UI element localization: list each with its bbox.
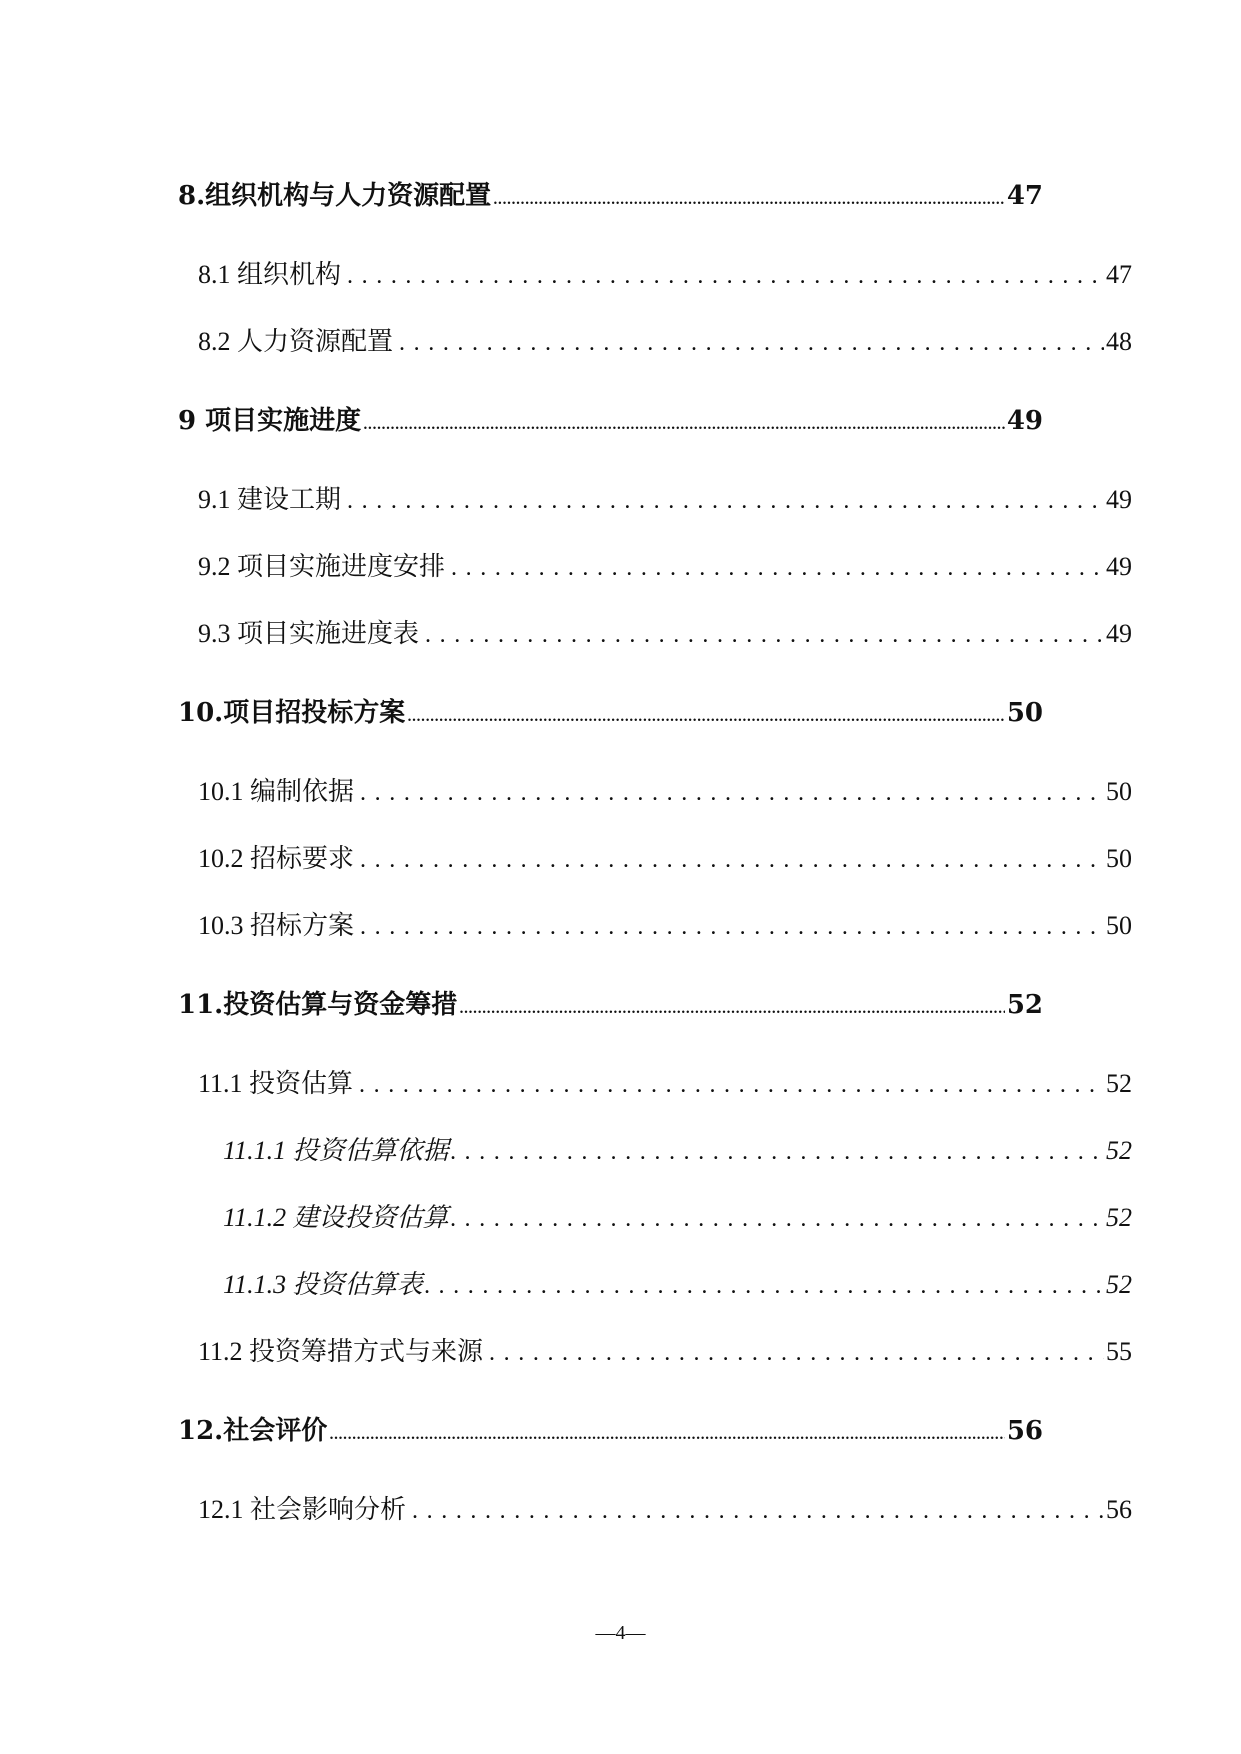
toc-entry-page: 56 — [1006, 1416, 1043, 1446]
dot-leader — [412, 1498, 1104, 1525]
toc-entry-page: 52 — [1106, 1069, 1132, 1098]
toc-entry-page: 55 — [1106, 1337, 1132, 1366]
toc-entry[interactable] — [198, 613, 1132, 650]
dot-leader — [360, 780, 1104, 807]
toc-entry[interactable] — [198, 254, 1132, 291]
toc-entry-page: 52 — [1106, 1203, 1132, 1232]
toc-entry-page: 47 — [1106, 260, 1132, 289]
toc-entry[interactable] — [198, 546, 1132, 583]
toc-entry-page: 47 — [1006, 181, 1043, 211]
toc-entry[interactable] — [223, 1264, 1132, 1301]
toc-entry[interactable] — [198, 838, 1132, 875]
toc-entry-page: 50 — [1106, 911, 1132, 940]
toc-entry-title: 11.1.1 投资估算依据 — [223, 1136, 449, 1165]
toc-entry-title: 11.1 投资估算 — [198, 1069, 354, 1098]
toc-entry-title: 8.2 人力资源配置 — [198, 327, 394, 356]
dot-leader — [329, 1428, 1005, 1443]
dot-leader — [425, 1273, 1104, 1300]
toc-entry-title: 10.3 招标方案 — [198, 911, 355, 940]
dot-leader — [489, 1340, 1104, 1367]
dot-leader — [363, 418, 1005, 433]
toc-entry-page: 50 — [1106, 777, 1132, 806]
toc-entry-title: 9.1 建设工期 — [198, 485, 342, 514]
toc-entry-title: 11.1.2 建设投资估算 — [223, 1203, 449, 1232]
toc-entry-page: 49 — [1006, 406, 1043, 436]
dot-leader — [399, 330, 1104, 357]
dot-leader — [360, 847, 1104, 874]
toc-entry[interactable] — [223, 1197, 1132, 1234]
dot-leader — [347, 263, 1104, 290]
toc-entry[interactable] — [198, 1331, 1132, 1368]
toc-entry-title: 12.社会评价 — [178, 1416, 328, 1446]
toc-entry-page: 56 — [1106, 1495, 1132, 1524]
toc-entry-page: 49 — [1106, 552, 1132, 581]
toc-entry[interactable] — [198, 479, 1132, 516]
dot-leader — [459, 1002, 1005, 1017]
toc-entry[interactable] — [198, 905, 1132, 942]
page-number: —4— — [595, 1622, 646, 1644]
toc-entry-page: 50 — [1006, 698, 1043, 728]
toc-entry-page: 52 — [1106, 1136, 1132, 1165]
toc-entry[interactable] — [178, 1410, 1043, 1447]
dot-leader — [451, 1139, 1104, 1166]
toc-entry[interactable] — [178, 175, 1043, 212]
toc-entry-title: 11.1.3 投资估算表 — [223, 1270, 423, 1299]
toc-entry-title: 8.组织机构与人力资源配置 — [178, 181, 492, 211]
dot-leader — [359, 1072, 1104, 1099]
toc-entry-page: 52 — [1006, 990, 1043, 1020]
dot-leader — [360, 914, 1104, 941]
dot-leader — [347, 488, 1104, 515]
dot-leader — [451, 1206, 1104, 1233]
toc-entry[interactable] — [198, 771, 1132, 808]
toc-entry-title: 9.3 项目实施进度表 — [198, 619, 420, 648]
toc-entry-page: 48 — [1106, 327, 1132, 356]
toc-entry-page: 49 — [1106, 485, 1132, 514]
toc-entry-page: 49 — [1106, 619, 1132, 648]
dot-leader — [493, 193, 1005, 208]
toc-entry-title: 10.项目招投标方案 — [178, 698, 406, 728]
toc-entry[interactable] — [178, 692, 1043, 729]
toc-entry[interactable] — [223, 1130, 1132, 1167]
dot-leader — [451, 555, 1104, 582]
toc-entry-title: 10.1 编制依据 — [198, 777, 355, 806]
toc-entry[interactable] — [198, 1489, 1132, 1526]
toc-entry-title: 9.2 项目实施进度安排 — [198, 552, 446, 581]
dot-leader — [407, 710, 1005, 725]
toc-entry[interactable] — [198, 321, 1132, 358]
toc-entry[interactable] — [198, 1063, 1132, 1100]
toc-entry-title: 9 项目实施进度 — [178, 406, 362, 436]
toc-entry-title: 12.1 社会影响分析 — [198, 1495, 407, 1524]
toc-entry-title: 11.投资估算与资金筹措 — [178, 990, 458, 1020]
toc-entry-title: 10.2 招标要求 — [198, 844, 355, 873]
toc-entry-page: 50 — [1106, 844, 1132, 873]
toc-entry-page: 52 — [1106, 1270, 1132, 1299]
toc-entry[interactable] — [178, 400, 1043, 437]
toc-entry-title: 8.1 组织机构 — [198, 260, 342, 289]
toc-entry-title: 11.2 投资筹措方式与来源 — [198, 1337, 484, 1366]
toc-entry[interactable] — [178, 984, 1043, 1021]
dot-leader — [425, 622, 1104, 649]
